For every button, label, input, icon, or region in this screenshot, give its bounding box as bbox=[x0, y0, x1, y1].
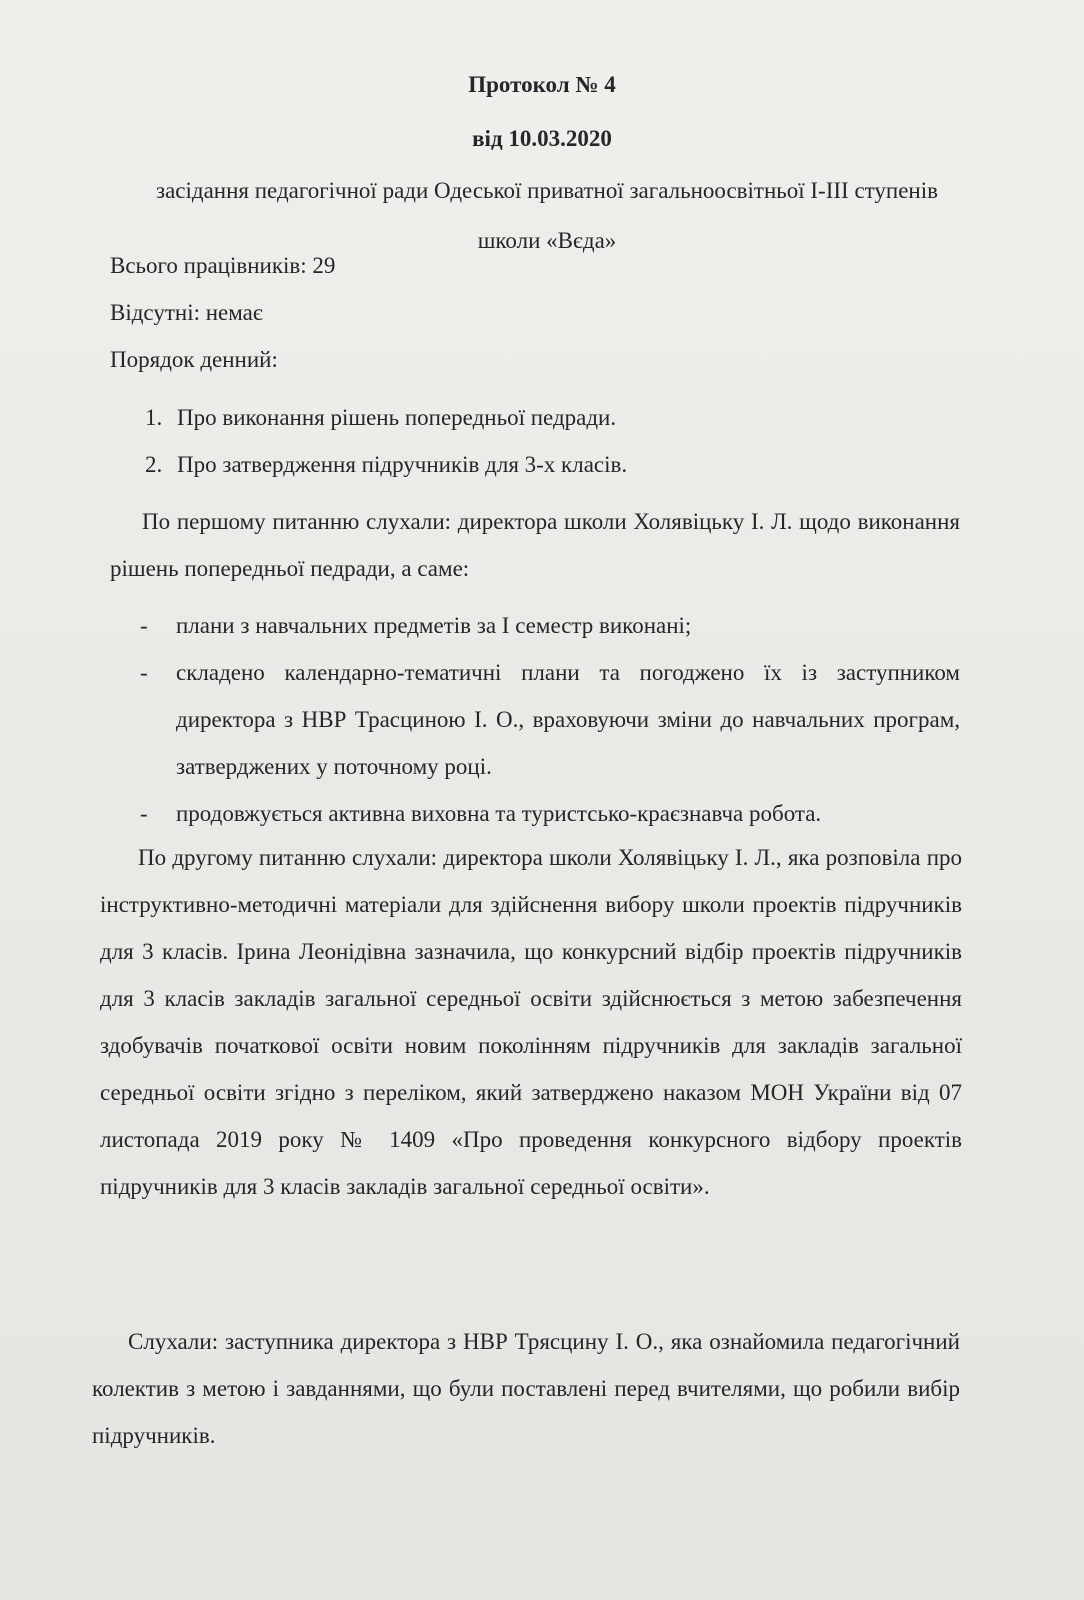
protocol-date: від 10.03.2020 bbox=[472, 126, 612, 151]
bullet-dash: - bbox=[140, 801, 148, 826]
first-question-paragraph: По першому питанню слухали: директора школи Холявіцьку І. Л. щодо виконання рішень попередньої педради, а саме: bbox=[110, 509, 960, 581]
agenda-item bbox=[145, 441, 627, 488]
third-question-paragraph: Слухали: заступника директора з НВР Трясцину І. О., яка ознайомила педагогічний колектив з метою і завданнями, що були поставлені перед вчителями, що робили вибір підручників. bbox=[92, 1329, 960, 1448]
bullet-dash: - bbox=[140, 613, 148, 638]
agenda-label: Порядок денний: bbox=[110, 347, 278, 372]
meeting-meta bbox=[110, 242, 335, 383]
bullet-text: складено календарно-тематичні плани та погоджено їх із заступником директора з НВР Трасциною І. О., враховуючи зміни до навчальних програм, затверджених у поточному році. bbox=[176, 660, 960, 779]
agenda-list bbox=[145, 394, 627, 488]
bullet-item bbox=[140, 790, 960, 837]
agenda-item-number: 1. bbox=[145, 405, 163, 430]
bullet-text: продовжується активна виховна та туристсько-краєзнавча робота. bbox=[176, 801, 822, 826]
document-header bbox=[0, 58, 1084, 266]
absent-count: Відсутні: немає bbox=[110, 300, 263, 325]
staff-count: Всього працівників: 29 bbox=[110, 253, 336, 278]
bullet-item bbox=[140, 602, 960, 649]
agenda-item-text: Про затвердження підручників для 3-х класів. bbox=[177, 452, 628, 477]
bullet-dash: - bbox=[140, 660, 148, 685]
agenda-item-text: Про виконання рішень попередньої педради. bbox=[177, 405, 617, 430]
second-question-paragraph: По другому питанню слухали: директора школи Холявіцьку І. Л., яка розповіла про інструктивно-методичні матеріали для здійснення вибору школи проектів підручників для 3 класів. Ірина Леонідівна зазначила, що конкурсний відбір проектів підручників для 3 класів закладів загальної середньої освіти здійснюється з метою забезпечення здобувачів початкової освіти новим поколінням підручників для закладів загальної середньої освіти згідно з переліком, який затверджено наказом МОН України від 07 листопада 2019 року № 1409 «Про проведення конкурсного відбору проектів підручників для 3 класів закладів загальної середньої освіти». bbox=[100, 845, 962, 1199]
protocol-title: Протокол № 4 bbox=[468, 72, 616, 97]
agenda-item-number: 2. bbox=[145, 452, 163, 477]
meeting-subtitle: засідання педагогічної ради Одеської приватної загальноосвітньої І-ІІІ ступенів школи «Вєда» bbox=[156, 178, 938, 253]
first-question-bullets bbox=[140, 602, 960, 837]
bullet-text: плани з навчальних предметів за І семестр виконані; bbox=[176, 613, 692, 638]
agenda-item bbox=[145, 394, 627, 441]
bullet-item bbox=[140, 649, 960, 790]
